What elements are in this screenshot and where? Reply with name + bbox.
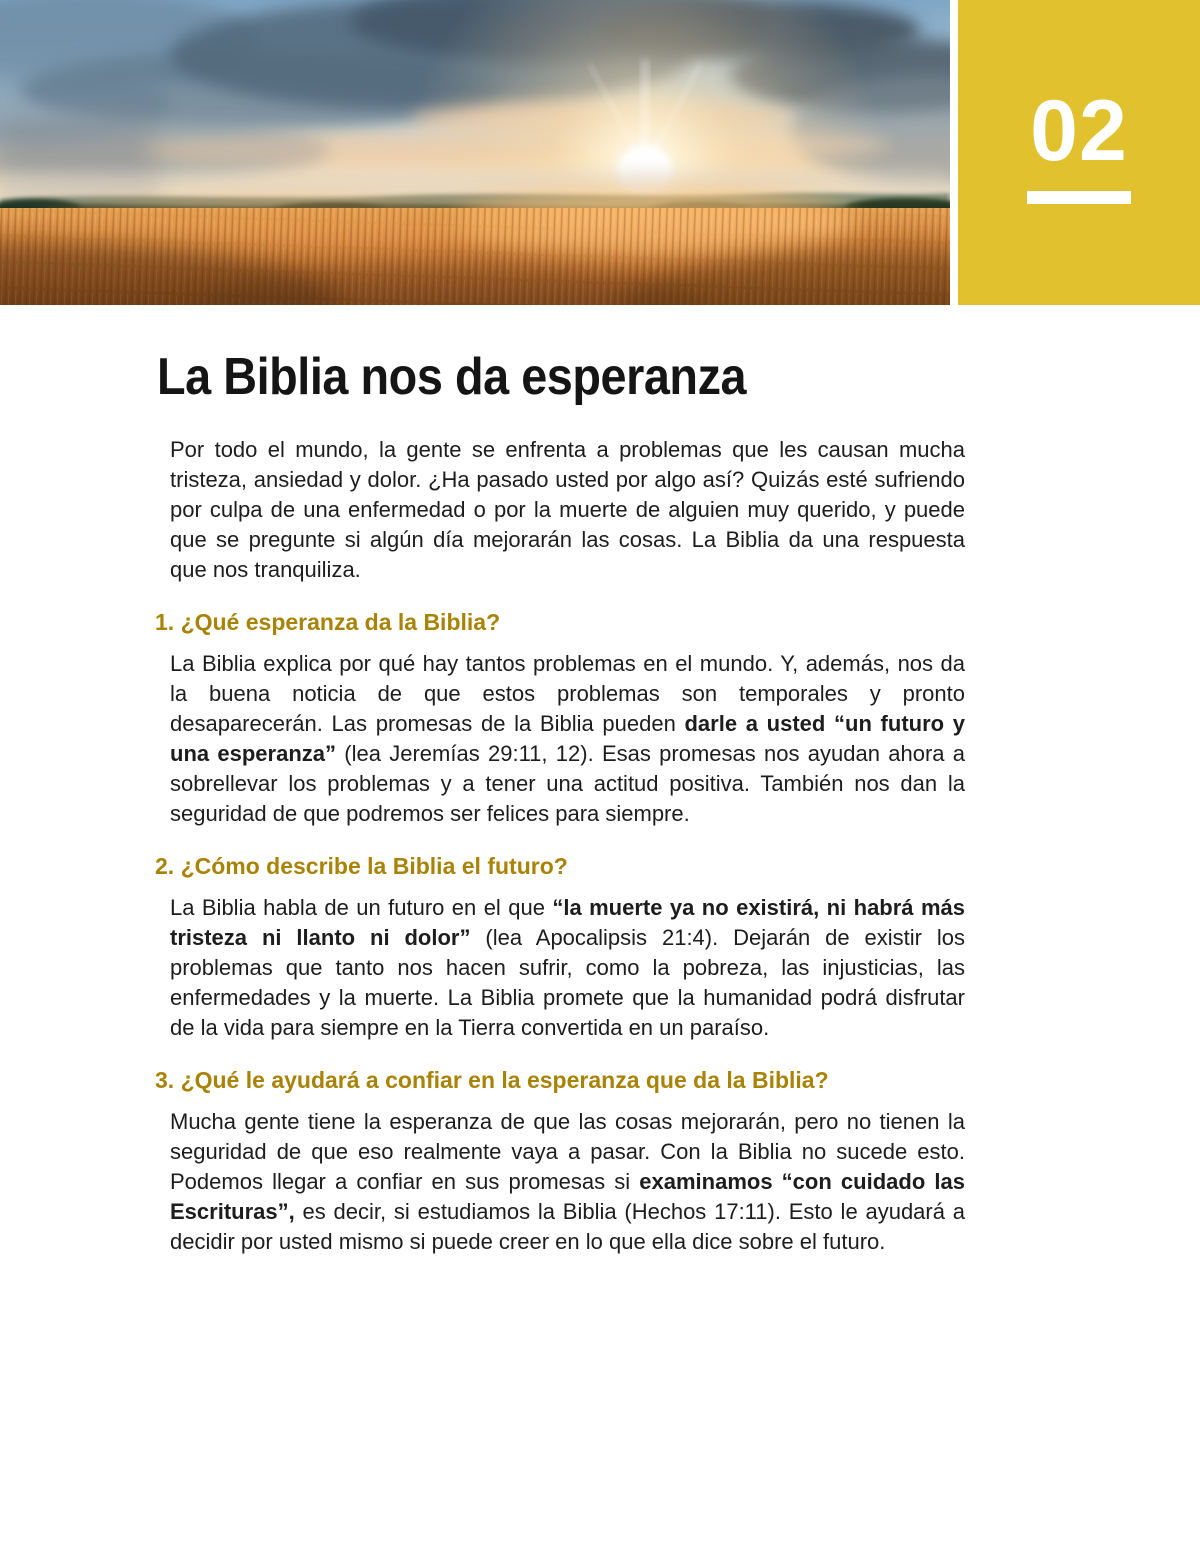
lesson-number-underline [1027, 191, 1131, 204]
page-title [157, 349, 965, 405]
intro-paragraph [170, 435, 965, 585]
text-run: La Biblia explica por qué hay tantos problemas en el mundo. Y, además, nos da la buena noticia de que estos problemas son temporales y pronto desaparecerán. Las promesas de la Biblia pueden [170, 651, 965, 736]
bold-text-run: “la muerte ya no existirá, ni habrá más tristeza ni llanto ni dolor” [170, 895, 965, 950]
article [0, 305, 1200, 1257]
hero-photo-wheat-field-sunset [0, 0, 950, 305]
section-paragraph-3 [170, 1107, 965, 1257]
section-paragraph-2 [170, 893, 965, 1043]
hero-banner [0, 0, 1200, 305]
question-heading-3: 3. ¿Qué le ayudará a confiar en la esperanza que da la Biblia? [155, 1067, 829, 1093]
question-heading-2: 2. ¿Cómo describe la Biblia el futuro? [155, 853, 568, 879]
text-run: Por todo el mundo, la gente se enfrenta a problemas que les causan mucha tristeza, ansiedad y dolor. ¿Ha pasado usted por algo así? Quizás esté sufriendo por culpa de una enfermedad o por la muerte de alguien muy querido, y puede que se pregunte si algún día mejorarán las cosas. La Biblia da una respuesta que nos tranquiliza. [170, 437, 965, 582]
bold-text-run: darle a usted “un futuro y una esperanza” [170, 711, 965, 766]
text-run: es decir, si estudiamos la Biblia (Hechos 17:11). Esto le ayudará a decidir por usted mismo si puede creer en lo que ella dice sobre el futuro. [170, 1199, 965, 1254]
text-run: (lea Apocalipsis 21:4). Dejarán de existir los problemas que tanto nos hacen sufrir, como la pobreza, las injusticias, las enfermedades y la muerte. La Biblia promete que la humanidad podrá disfrutar de la vida para siempre en la Tierra convertida en un paraíso. [170, 925, 965, 1040]
text-run: La Biblia habla de un futuro en el que [170, 895, 553, 920]
text-run: (lea Jeremías 29:11, 12). Esas promesas nos ayudan ahora a sobrellevar los problemas y a tener una actitud positiva. También nos dan la seguridad de que podremos ser felices para siempre. [170, 741, 966, 826]
question-heading-1: 1. ¿Qué esperanza da la Biblia? [155, 609, 501, 635]
lesson-number: 02 [1030, 82, 1128, 179]
wheat-field-sunset-illustration [0, 0, 950, 305]
bold-text-run: examinamos “con cuidado las Escrituras”, [170, 1169, 965, 1224]
text-run: Mucha gente tiene la esperanza de que las cosas mejorarán, pero no tienen la seguridad de que eso realmente vaya a pasar. Con la Biblia no sucede esto. Podemos llegar a confiar en sus promesas si [170, 1109, 965, 1194]
page-title-text: La Biblia nos da esperanza [157, 348, 747, 406]
lesson-number-badge [958, 0, 1200, 305]
section-paragraph-1 [170, 649, 965, 829]
